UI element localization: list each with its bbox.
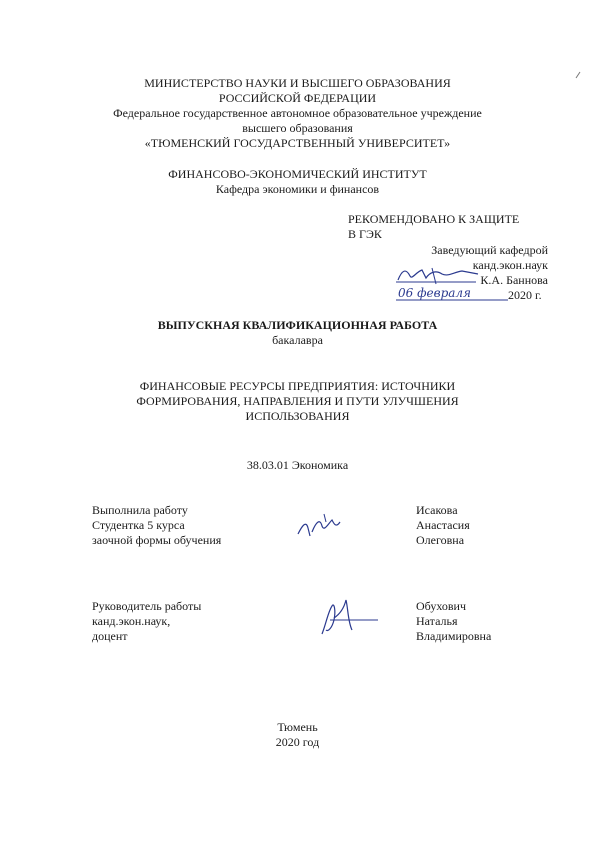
institute-name: ФИНАНСОВО-ЭКОНОМИЧЕСКИЙ ИНСТИТУТ <box>168 167 427 181</box>
approval-handwritten-date: 06 февраля <box>398 286 471 300</box>
date-underline <box>394 297 510 303</box>
supervisor-signature <box>314 596 382 640</box>
author-patronymic: Олеговна <box>416 533 465 547</box>
specialty: 38.03.01 Экономика <box>246 458 349 472</box>
supervisor-label-1: Руководитель работы <box>92 599 202 613</box>
author-label-1: Выполнила работу <box>92 503 188 517</box>
work-level: бакалавра <box>272 333 323 347</box>
header-block <box>0 76 595 151</box>
org-line-2: высшего образования <box>242 121 353 135</box>
head-name: К.А. Баннова <box>480 273 548 287</box>
author-label-2: Студентка 5 курса <box>92 518 185 532</box>
author-first-name: Анастасия <box>416 518 470 532</box>
work-title-line-2: ФОРМИРОВАНИЯ, НАПРАВЛЕНИЯ И ПУТИ УЛУЧШЕНИЯ <box>136 394 459 408</box>
ministry-line-1: МИНИСТЕРСТВО НАУКИ И ВЫСШЕГО ОБРАЗОВАНИЯ <box>144 76 451 90</box>
work-title-line-1: ФИНАНСОВЫЕ РЕСУРСЫ ПРЕДПРИЯТИЯ: ИСТОЧНИКИ <box>139 379 456 393</box>
supervisor-label-2: канд.экон.наук, <box>92 614 171 628</box>
footer-city: Тюмень <box>277 720 318 734</box>
institute-block <box>0 167 595 197</box>
university-name: «ТЮМЕНСКИЙ ГОСУДАРСТВЕННЫЙ УНИВЕРСИТЕТ» <box>144 136 451 150</box>
author-signature <box>294 510 344 540</box>
approval-year: 2020 г. <box>508 288 542 302</box>
work-title-block <box>0 379 595 424</box>
org-line-1: Федеральное государственное автономное образовательное учреждение <box>113 106 482 120</box>
supervisor-patronymic: Владимировна <box>416 629 492 643</box>
footer-block <box>0 720 595 750</box>
supervisor-surname: Обухович <box>416 599 466 613</box>
footer-year: 2020 год <box>275 735 320 749</box>
work-type: ВЫПУСКНАЯ КВАЛИФИКАЦИОННАЯ РАБОТА <box>157 318 438 332</box>
work-type-block <box>0 318 595 348</box>
approval-line-1: РЕКОМЕНДОВАНО К ЗАЩИТЕ <box>348 212 520 226</box>
head-title: Заведующий кафедрой <box>431 243 548 257</box>
author-label-3: заочной формы обучения <box>92 533 222 547</box>
supervisor-label-3: доцент <box>92 629 128 643</box>
supervisor-first-name: Наталья <box>416 614 458 628</box>
ministry-line-2: РОССИЙСКОЙ ФЕДЕРАЦИИ <box>218 91 377 105</box>
head-degree: канд.экон.наук <box>472 258 548 272</box>
department-name: Кафедра экономики и финансов <box>215 182 380 196</box>
approval-line-2: В ГЭК <box>348 227 382 241</box>
author-surname: Исакова <box>416 503 458 517</box>
work-title-line-3: ИСПОЛЬЗОВАНИЯ <box>245 409 350 423</box>
